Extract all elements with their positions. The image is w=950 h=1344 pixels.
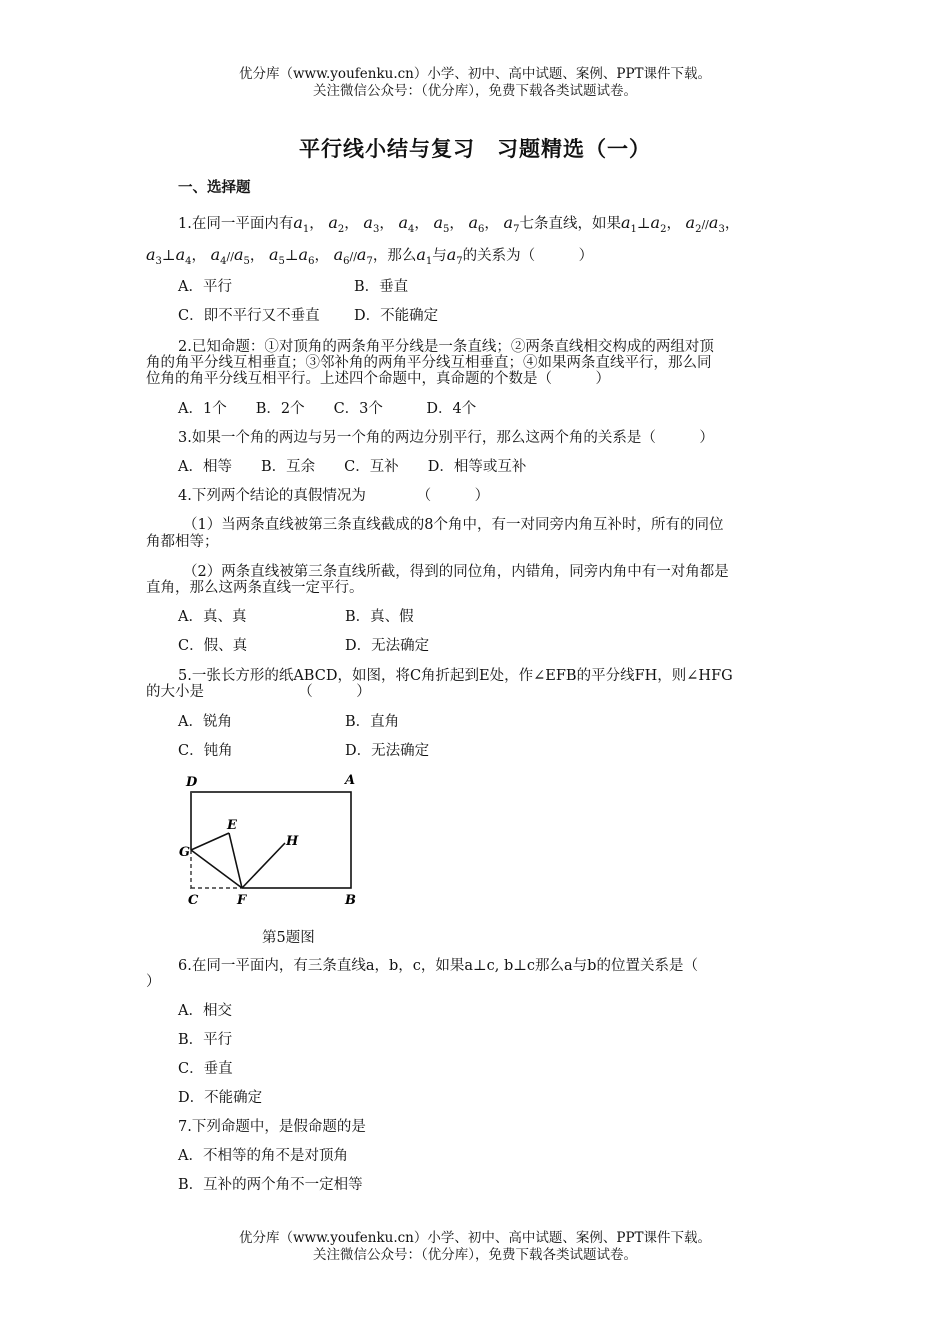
label-b: B — [345, 893, 356, 908]
q5-line-1: 5.一张长方形的纸ABCD，如图，将C角折起到E处，作∠EFB的平分线FH，则∠HFG — [178, 668, 733, 684]
q3-options: A．相等 B．互余 C．互补 D．相等或互补 — [178, 459, 527, 475]
page-title: 平行线小结与复习 习题精选（一） — [299, 136, 651, 161]
q5-figure-caption: 第5题图 — [262, 930, 315, 946]
q5-figure — [176, 770, 376, 910]
q6-option-d: D．不能确定 — [178, 1090, 263, 1106]
q5-option-a: A．锐角 — [178, 714, 232, 730]
q1-option-c: C．即不平行又不垂直 — [178, 308, 320, 324]
label-c: C — [188, 893, 199, 908]
q7-option-a: A．不相等的角不是对顶角 — [178, 1148, 348, 1164]
q1-option-b: B．垂直 — [354, 279, 409, 295]
q5-option-b: B．直角 — [345, 714, 400, 730]
footer-line-2: 关注微信公众号：（优分库），免费下载各类试题试卷。 — [313, 1247, 637, 1263]
q5-option-d: D．无法确定 — [345, 743, 430, 759]
q4-option-d: D．无法确定 — [345, 638, 430, 654]
q4-statement-2-line-1: （2）两条直线被第三条直线所截，得到的同位角，内错角，同旁内角中有一对角都是 — [183, 564, 729, 580]
q6-option-c: C．垂直 — [178, 1061, 233, 1077]
q6-line-1: 6.在同一平面内，有三条直线a，b，c，如果a⊥c, b⊥c那么a与b的位置关系是（ — [178, 958, 698, 974]
label-g: G — [179, 845, 191, 860]
q5-line-2: 的大小是 （ ） — [146, 684, 371, 700]
q7-text: 7.下列命题中，是假命题的是 — [178, 1119, 366, 1135]
q2-line-1: 2.已知命题：①对顶角的两条角平分线是一条直线；②两条直线相交构成的两组对顶 — [178, 339, 714, 355]
q4-option-a: A．真、真 — [178, 609, 247, 625]
q2-line-2: 角的角平分线互相垂直；③邻补角的两角平分线互相垂直；④如果两条直线平行，那么同 — [146, 355, 712, 371]
q3-text: 3.如果一个角的两边与另一个角的两边分别平行，那么这两个角的关系是（ ） — [178, 430, 714, 446]
q4-statement-2-line-2: 直角，那么这两条直线一定平行。 — [146, 580, 364, 596]
header-banner — [0, 66, 950, 100]
q1-line-2: $a_3\perp a_4$， $a_4//a_5$， $a_5\perp a_6$， $a_6//a_7$，那么$a_1$与$a_7$的关系为（ ） — [146, 245, 594, 268]
q1-option-d: D．不能确定 — [354, 308, 439, 324]
footer-banner — [0, 1230, 950, 1264]
label-e: E — [227, 818, 237, 833]
q2-line-3: 位角的角平分线互相平行。上述四个命题中，真命题的个数是（ ） — [146, 371, 610, 387]
q4-text: 4.下列两个结论的真假情况为 （ ） — [178, 488, 490, 504]
label-f: F — [237, 893, 247, 908]
section-heading: 一、选择题 — [178, 179, 251, 196]
q1-line-1: 1.在同一平面内有$a_1$， $a_2$， $a_3$， $a_4$， $a_5$， $a_6$， $a_7$七条直线，如果$a_1\perp a_2$， $a_2//a_3$， — [178, 213, 740, 236]
footer-line-1: 优分库（www.youfenku.cn）小学、初中、高中试题、案例、PPT课件下载。 — [238, 1230, 712, 1246]
label-a: A — [345, 773, 356, 788]
q2-options: A．1个 B．2个 C．3个 D．4个 — [178, 401, 477, 417]
q6-option-a: A．相交 — [178, 1003, 232, 1019]
label-h: H — [286, 834, 299, 849]
q6-option-b: B．平行 — [178, 1032, 233, 1048]
segment-fh — [242, 843, 285, 888]
q7-option-b: B．互补的两个角不一定相等 — [178, 1177, 363, 1193]
header-line-1: 优分库（www.youfenku.cn）小学、初中、高中试题、案例、PPT课件下载。 — [238, 66, 712, 82]
q5-option-c: C．钝角 — [178, 743, 233, 759]
q1-option-a: A．平行 — [178, 279, 232, 295]
q4-option-c: C．假、真 — [178, 638, 248, 654]
q4-statement-1-line-2: 角都相等； — [146, 534, 219, 550]
header-line-2: 关注微信公众号：（优分库），免费下载各类试题试卷。 — [313, 83, 637, 99]
q6-line-2: ） — [146, 974, 161, 990]
label-d: D — [186, 775, 198, 790]
q4-option-b: B．真、假 — [345, 609, 414, 625]
q1-prefix: 1.在同一平面内有 — [178, 216, 294, 232]
q4-statement-1-line-1: （1）当两条直线被第三条直线截成的8个角中，有一对同旁内角互补时，所有的同位 — [183, 517, 724, 533]
segment-ge — [191, 833, 229, 850]
